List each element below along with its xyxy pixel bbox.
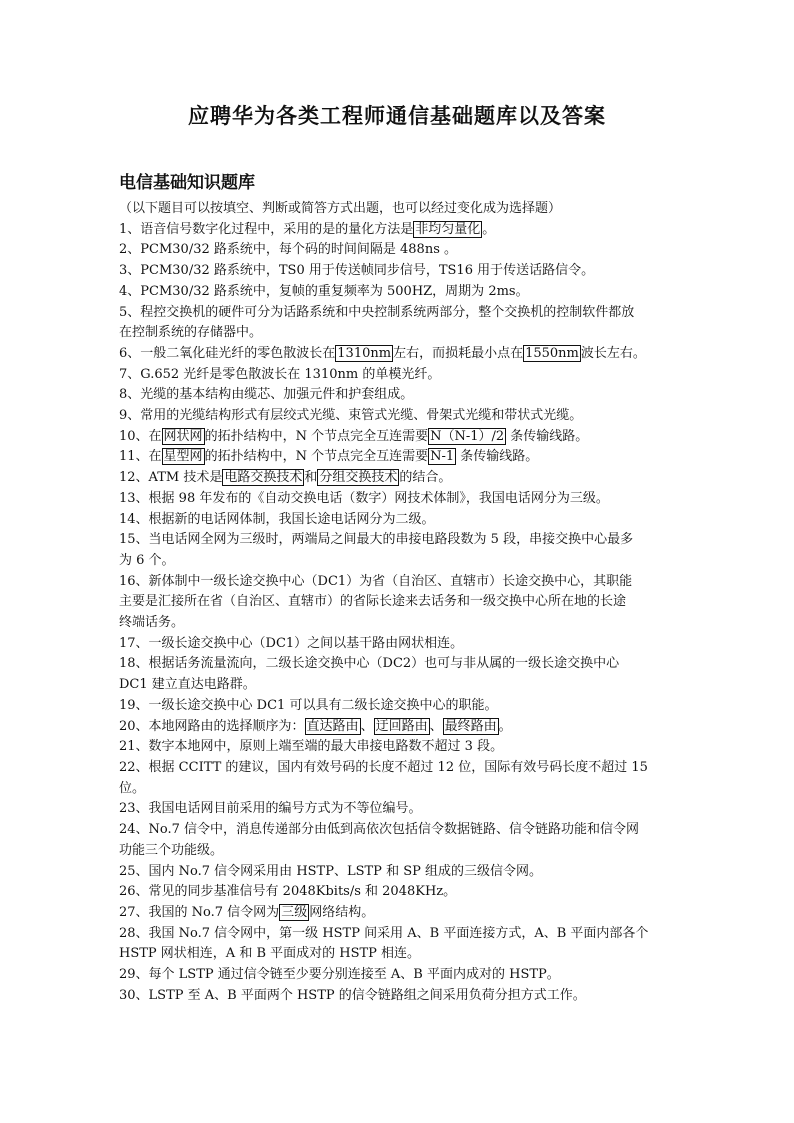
line-text: 17、一级长途交换中心（DC1）之间以基干路由网状相连。 — [119, 635, 464, 651]
line-text: 网络结构。 — [309, 904, 375, 920]
line-text: 11、在 — [119, 449, 162, 465]
text-line — [119, 717, 679, 738]
text-line — [119, 882, 679, 903]
line-text: 10、在 — [119, 428, 162, 444]
line-text: 28、我国 No.7 信令网中，第一级 HSTP 间采用 A、B 平面连接方式，A、B 平面内部各个 — [119, 925, 649, 941]
text-line — [119, 282, 679, 303]
line-text: 21、数字本地网中，原则上端至端的最大串接电路数不超过 3 段。 — [119, 739, 504, 755]
line-text: 在控制系统的存储器中。 — [119, 325, 263, 341]
text-line — [119, 654, 679, 675]
line-text: 条传输线路。 — [506, 428, 589, 444]
line-text: 27、我国的 No.7 信令网为 — [119, 904, 280, 920]
line-text: 6、一般二氧化硅光纤的零色散波长在 — [119, 345, 336, 361]
line-text: 。 — [498, 718, 512, 734]
text-line — [119, 675, 679, 696]
line-text: 3、PCM30/32 路系统中，TS0 用于传送帧同步信号，TS16 用于传送话路信令。 — [119, 263, 595, 279]
text-line — [119, 592, 679, 613]
line-text: DC1 建立直达电路群。 — [119, 677, 256, 693]
line-text: 。 — [482, 221, 496, 237]
question-list — [119, 199, 679, 1006]
text-line — [119, 924, 679, 945]
text-line — [119, 510, 679, 531]
boxed-answer: 电路交换技术 — [224, 470, 303, 486]
text-line — [119, 489, 679, 510]
text-line — [119, 758, 679, 779]
line-text: 为 6 个。 — [119, 552, 175, 568]
line-text: 的拓扑结构中，N 个节点完全互连需要 — [204, 449, 429, 465]
line-text: 、 — [360, 718, 374, 734]
text-line — [119, 385, 679, 406]
line-text: 30、LSTP 至 A、B 平面两个 HSTP 的信令链路组之间采用负荷分担方式工作。 — [119, 987, 586, 1003]
text-line — [119, 862, 679, 883]
line-text: 波长左右。 — [580, 345, 646, 361]
line-text: 5、程控交换机的硬件可分为话路系统和中央控制系统两部分，整个交换机的控制软件都放 — [119, 304, 635, 320]
line-text: 13、根据 98 年发布的《自动交换电话（数字）网技术体制》，我国电话网分为三级。 — [119, 490, 609, 506]
line-text: 和 — [304, 470, 318, 486]
line-text: 1、语音信号数字化过程中，采用的是的量化方法是 — [119, 221, 414, 237]
line-text: 9、常用的光缆结构形式有层绞式光缆、束管式光缆、骨架式光缆和带状式光缆。 — [119, 408, 583, 424]
text-line — [119, 613, 679, 634]
boxed-answer: N-1 — [430, 449, 455, 465]
line-text: 位。 — [119, 780, 146, 796]
line-text: 2、PCM30/32 路系统中，每个码的时间间隔是 488ns 。 — [119, 242, 457, 258]
text-line — [119, 986, 679, 1007]
line-text: 功能三个功能级。 — [119, 842, 224, 858]
boxed-answer: 分组交换技术 — [319, 470, 398, 486]
line-text: 终端话务。 — [119, 615, 185, 631]
text-line — [119, 240, 679, 261]
text-line — [119, 303, 679, 324]
line-text: 的结合。 — [399, 470, 452, 486]
text-line — [119, 220, 679, 241]
text-line — [119, 903, 679, 924]
text-line — [119, 965, 679, 986]
text-line — [119, 696, 679, 717]
text-line — [119, 944, 679, 965]
text-line — [119, 261, 679, 282]
text-line — [119, 323, 679, 344]
line-text: 22、根据 CCITT 的建议，国内有效号码的长度不超过 12 位，国际有效号码长度不超过 15 — [119, 759, 648, 775]
line-text: 主要是汇接所在省（自治区、直辖市）的省际长途来去话务和一级交换中心所在地的长途 — [119, 594, 627, 610]
text-line — [119, 447, 679, 468]
line-text: 25、国内 No.7 信令网采用由 HSTP、LSTP 和 SP 组成的三级信令网。 — [119, 863, 542, 879]
text-line — [119, 427, 679, 448]
text-line — [119, 634, 679, 655]
text-line — [119, 551, 679, 572]
boxed-answer: 非均匀量化 — [415, 221, 481, 237]
boxed-answer: 网状网 — [163, 428, 203, 444]
line-text: 、 — [429, 718, 443, 734]
line-text: 23、我国电话网目前采用的编号方式为不等位编号。 — [119, 801, 422, 817]
line-text: 20、本地网路由的选择顺序为： — [119, 718, 305, 734]
line-text: 12、ATM 技术是 — [119, 470, 223, 486]
line-text: 条传输线路。 — [456, 449, 539, 465]
text-line — [119, 779, 679, 800]
text-line — [119, 820, 679, 841]
line-text: 26、常见的同步基准信号有 2048Kbits/s 和 2048KHz。 — [119, 884, 457, 900]
text-line — [119, 799, 679, 820]
boxed-answer: 直达路由 — [306, 718, 359, 734]
section-title: 电信基础知识题库 — [119, 173, 255, 193]
line-text: 15、当电话网全网为三级时，两端局之间最大的串接电路段数为 5 段，串接交换中心最多 — [119, 532, 634, 548]
text-line — [119, 365, 679, 386]
text-line — [119, 468, 679, 489]
text-line — [119, 199, 679, 220]
text-line — [119, 841, 679, 862]
line-text: 左右，而损耗最小点在 — [393, 345, 524, 361]
text-line — [119, 737, 679, 758]
boxed-answer: 1310nm — [337, 345, 392, 361]
line-text: 14、根据新的电话网体制，我国长途电话网分为二级。 — [119, 511, 435, 527]
line-text: 19、一级长途交换中心 DC1 可以具有二级长途交换中心的职能。 — [119, 697, 498, 713]
line-text: 4、PCM30/32 路系统中，复帧的重复频率为 500HZ，周期为 2ms。 — [119, 283, 529, 299]
boxed-answer: 最终路由 — [444, 718, 497, 734]
boxed-answer: 星型网 — [163, 449, 203, 465]
text-line — [119, 530, 679, 551]
boxed-answer: N（N-1）/2 — [430, 428, 505, 444]
text-line — [119, 344, 679, 365]
line-text: HSTP 网状相连，A 和 B 平面成对的 HSTP 相连。 — [119, 946, 421, 962]
document-title: 应聘华为各类工程师通信基础题库以及答案 — [188, 103, 606, 128]
line-text: 7、G.652 光纤是零色散波长在 1310nm 的单模光纤。 — [119, 366, 441, 382]
boxed-answer: 迂回路由 — [375, 718, 428, 734]
line-text: 24、No.7 信令中，消息传递部分由低到高依次包括信令数据链路、信令链路功能和信令网 — [119, 822, 640, 838]
boxed-answer: 三级 — [281, 904, 308, 920]
line-text: 18、根据话务流量流向，二级长途交换中心（DC2）也可与非从属的一级长途交换中心 — [119, 656, 620, 672]
line-text: 8、光缆的基本结构由缆芯、加强元件和护套组成。 — [119, 387, 414, 403]
line-text: 29、每个 LSTP 通过信令链至少要分别连接至 A、B 平面内成对的 HSTP。 — [119, 967, 560, 983]
boxed-answer: 1550nm — [525, 345, 579, 361]
line-text: 16、新体制中一级长途交换中心（DC1）为省（自治区、直辖市）长途交换中心，其职能 — [119, 573, 633, 589]
line-text: 的拓扑结构中，N 个节点完全互连需要 — [204, 428, 429, 444]
line-text: （以下题目可以按填空、判断或简答方式出题，也可以经过变化成为选择题） — [119, 201, 562, 216]
text-line — [119, 572, 679, 593]
text-line — [119, 406, 679, 427]
